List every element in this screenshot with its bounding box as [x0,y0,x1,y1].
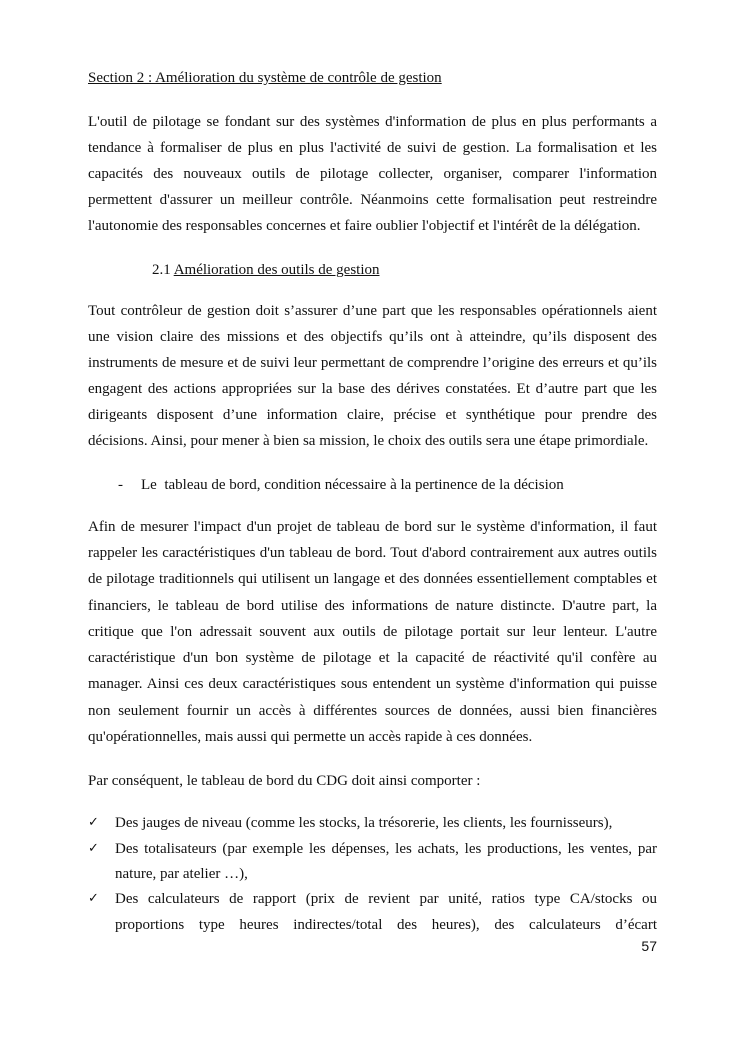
page-number: 57 [641,938,657,954]
text-line: critique que l'on adressait souvent aux outils de pilotage portait sur leur lenteur. L'autre [88,624,657,640]
text-line: non seulement fournir un accès à différentes sources de données, aussi bien financières [88,703,657,719]
subheading-number: 2.1 [152,262,171,278]
dash-item-text: Le tableau de bord, condition nécessaire à la pertinence de la décision [141,477,564,493]
section-heading: Section 2 : Amélioration du système de contrôle de gestion [88,70,442,86]
subheading-title: Amélioration des outils de gestion [173,262,380,278]
text-line: instruments de mesure et de suivi leur permettant de comprendre l’origine des erreurs et qu’ils [88,355,657,371]
text-line: Des calculateurs de rapport (prix de revient par unité, ratios type CA/stocks ou [115,891,657,907]
subheading [152,260,380,280]
text-line: qu'opérationnelles, mais aussi qui permette un accès rapide à ces données. [88,729,533,745]
text-line: rappeler les caractéristiques d'un tableau de bord. Tout d'abord contrairement aux autres outils [88,545,657,561]
paragraph-4: Par conséquent, le tableau de bord du CDG doit ainsi comporter : [88,773,481,789]
text-line: caractéristique d'un bon système de pilotage et la capacité de réactivité qu'il confère au [88,650,657,666]
text-line: Des totalisateurs (par exemple les dépenses, les achats, les productions, les ventes, par [115,841,657,857]
text-line: tendance à formaliser de plus en plus l'activité de suivi de gestion. La formalisation et les [88,140,657,156]
text-line: capacités des nouveaux outils de pilotage collecter, organiser, comparer l'information [88,166,657,182]
checkmark-icon: ✓ [88,841,99,856]
text-line: décisions. Ainsi, pour mener à bien sa mission, le choix des outils sera une étape primordiale. [88,433,649,449]
text-line: de pilotage traditionnels qui utilisent un langage et des données essentiellement comptables et [88,571,657,587]
dash-marker: - [118,477,123,493]
text-line: manager. Ainsi ces deux caractéristiques sous entendent un système d'information qui puisse [88,676,657,692]
text-line: Des jauges de niveau (comme les stocks, la trésorerie, les clients, les fournisseurs), [115,815,613,831]
text-line: dirigeants disposent d’une information claire, précise et synthétique pour prendre des [88,407,657,423]
text-line: permettent d'assurer un meilleur contrôle. Néanmoins cette formalisation peut restreindre [88,192,657,208]
text-line: l'autonomie des responsables concernes et faire oublier l'objectif et l'intérêt de la délégation. [88,218,641,234]
text-line: proportions type heures indirectes/total des heures), des calculateurs d’écart [115,917,657,933]
text-line: Tout contrôleur de gestion doit s’assurer d’une part que les responsables opérationnels aient [88,303,657,319]
text-line: engagent des actions appropriées sur la base des dérives constatées. Et d’autre part que les [88,381,657,397]
text-line: Afin de mesurer l'impact d'un projet de tableau de bord sur le système d'information, il faut [88,519,657,535]
checkmark-icon: ✓ [88,815,99,830]
checkmark-icon: ✓ [88,891,99,906]
text-line: une vision claire des missions et des objectifs qu’ils ont à atteindre, qu’ils disposent des [88,329,657,345]
text-line: financiers, le tableau de bord utilise des informations de nature distincte. D'autre part, la [88,598,657,614]
text-line: L'outil de pilotage se fondant sur des systèmes d'information de plus en plus performants a [88,114,657,130]
text-line: nature, par atelier …), [115,866,248,882]
